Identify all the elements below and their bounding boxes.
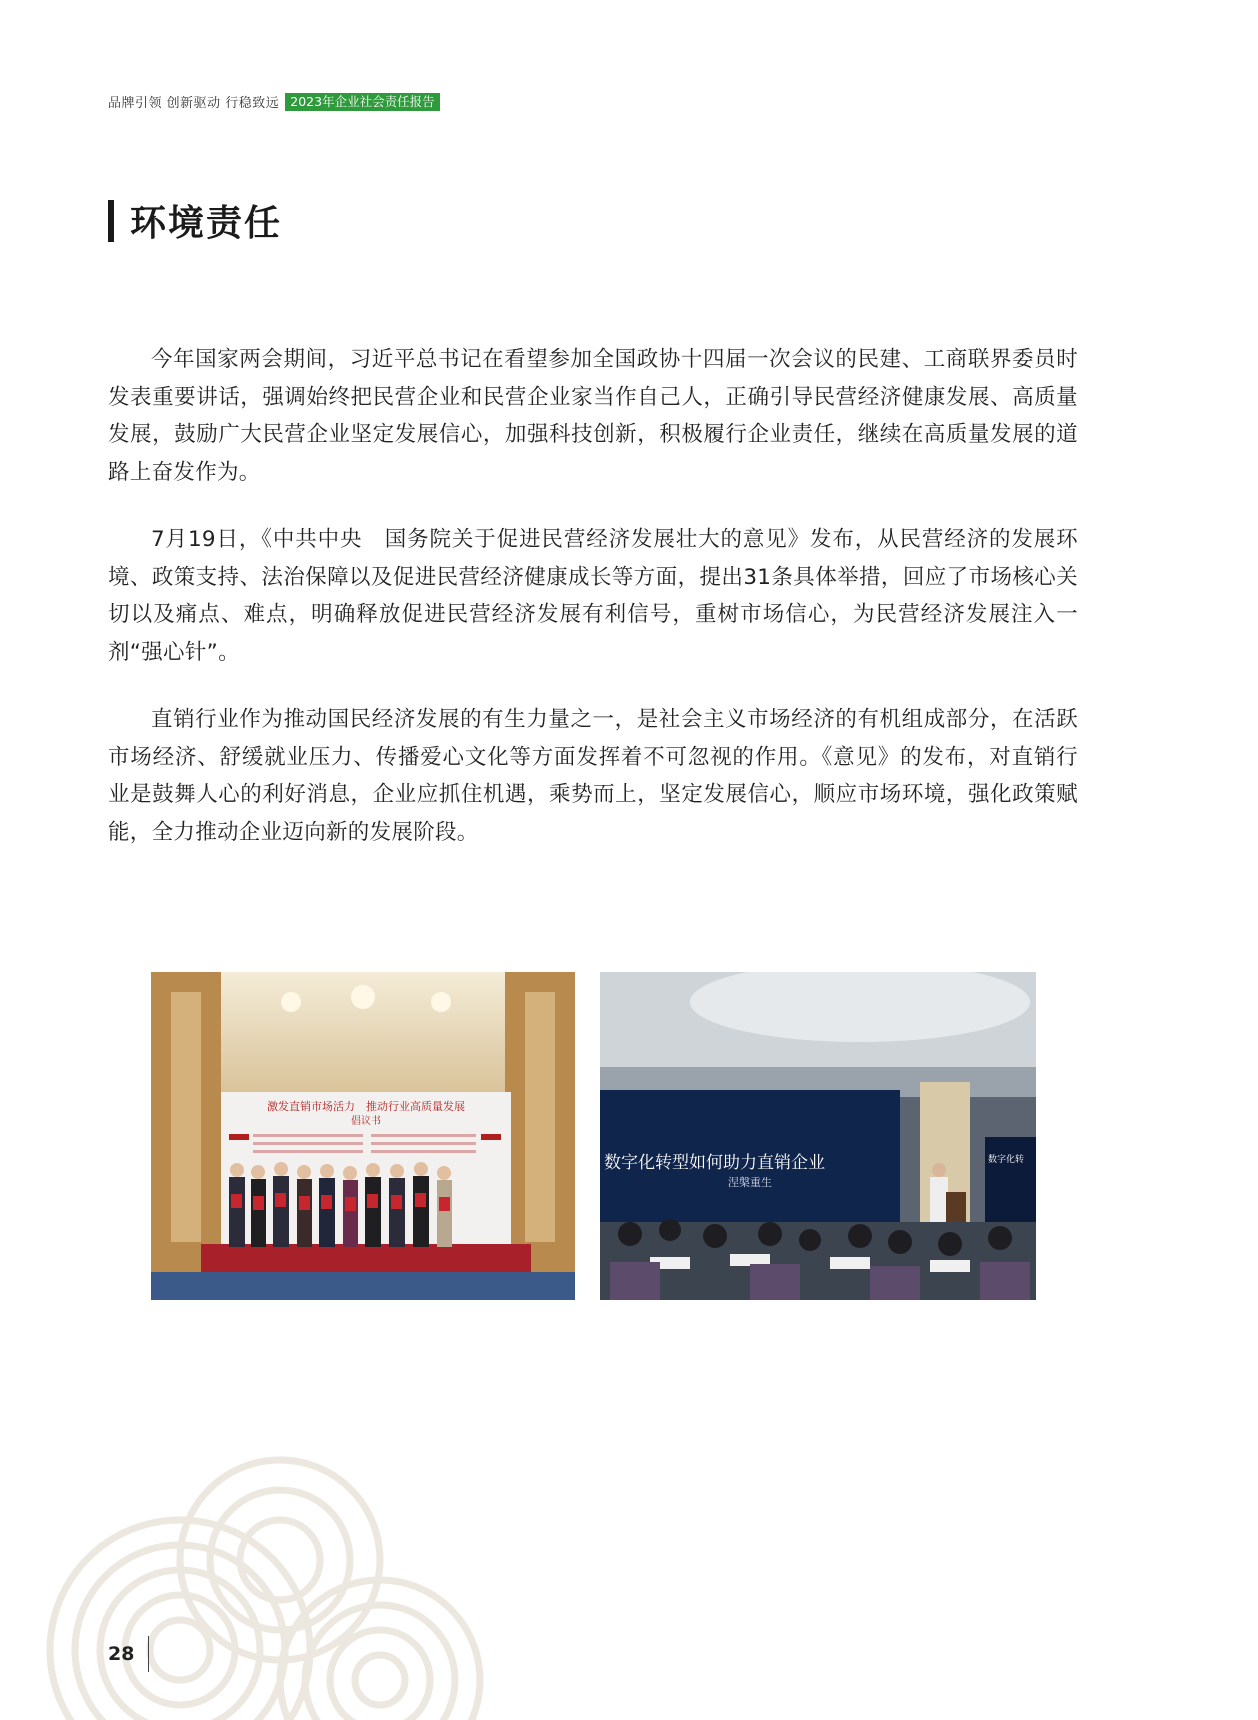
title-bar <box>108 200 114 242</box>
side-screen-text: 数字化转 <box>988 1155 1025 1165</box>
footer-divider <box>148 1636 149 1672</box>
body-text <box>108 341 1078 881</box>
photo-conference <box>600 972 1036 1300</box>
page-header <box>108 92 440 111</box>
banner-subtitle: 倡议书 <box>351 1116 381 1127</box>
section-heading <box>108 195 282 246</box>
paragraph-1: 今年国家两会期间，习近平总书记在看望参加全国政协十四届一次会议的民建、工商联界委员时发表重要讲话，强调始终把民营企业和民营企业家当作自己人，正确引导民营经济健康发展、高质量发展，鼓励广大民营企业坚定发展信心，加强科技创新，积极履行企业责任，继续在高质量发展的道路上奋发作为。 <box>108 347 1078 485</box>
page-number: 28 <box>108 1643 135 1665</box>
banner-title: 激发直销市场活力 推动行业高质量发展 <box>267 1100 465 1113</box>
report-tag: 2023年企业社会责任报告 <box>285 93 439 111</box>
header-slogan: 品牌引领 创新驱动 行稳致远 <box>108 96 280 111</box>
paragraph-2: 7月19日，《中共中央 国务院关于促进民营经济发展壮大的意见》发布，从民营经济的发展环境、政策支持、法治保障以及促进民营经济健康成长等方面，提出31条具体举措，回应了市场核心关切以及痛点、难点，明确释放促进民营经济发展有利信号，重树市场信心，为民营经济发展注入一剂“强心针”。 <box>108 527 1078 665</box>
cloud-pattern-watermark <box>20 1440 540 1720</box>
screen-title: 数字化转型如何助力直销企业 <box>604 1153 825 1173</box>
photo-ceremony <box>151 972 575 1300</box>
section-title: 环境责任 <box>130 203 283 244</box>
screen-subtitle: 涅槃重生 <box>728 1176 772 1189</box>
page-footer <box>108 1636 149 1672</box>
paragraph-3: 直销行业作为推动国民经济发展的有生力量之一，是社会主义市场经济的有机组成部分，在活跃市场经济、舒缓就业压力、传播爱心文化等方面发挥着不可忽视的作用。《意见》的发布，对直销行业是鼓舞人心的利好消息，企业应抓住机遇，乘势而上，坚定发展信心，顺应市场环境，强化政策赋能，全力推动企业迈向新的发展阶段。 <box>108 707 1078 845</box>
